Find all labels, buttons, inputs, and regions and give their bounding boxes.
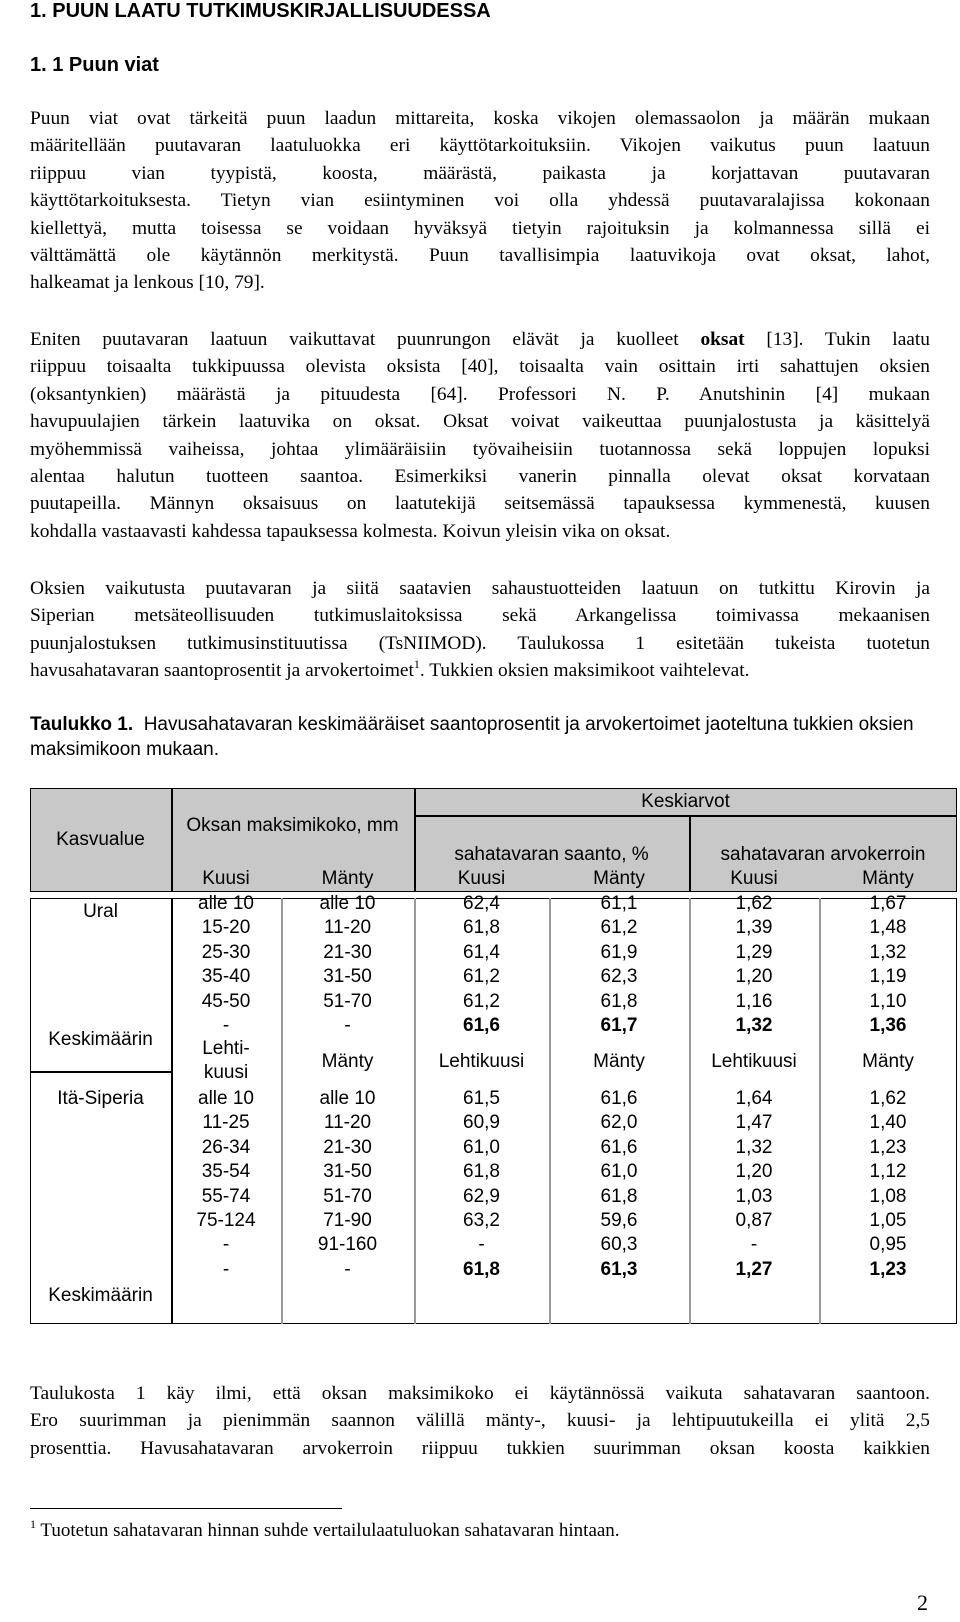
table-cell: 1,67 [869, 893, 907, 914]
table-cell: 61,7 [600, 1015, 638, 1036]
table-cell: 61,6 [463, 1015, 500, 1036]
footnote-number: 1 [30, 1517, 36, 1531]
species-header: Lehtikuusi [438, 1051, 525, 1072]
table-cell: 1,48 [869, 917, 907, 939]
table-cell: 25-30 [201, 941, 251, 963]
table-cell: 61,6 [600, 1088, 638, 1109]
table-cell: 60,9 [463, 1112, 500, 1134]
table-cell: 62,3 [600, 966, 638, 988]
table-cell: 61,6 [600, 1136, 638, 1158]
table-cell: 11-20 [323, 1112, 372, 1134]
text-line: halkeamat ja lenkous [10, 79]. [30, 272, 265, 294]
table-cell: - [344, 1015, 351, 1036]
text-line: kohdalla vastaavasti kahdessa tapauksessa kolmesta. Koivun yleisin vika on oksat. [30, 520, 671, 542]
table-cell: 21-30 [323, 941, 372, 963]
table-cell: 1,03 [735, 1185, 773, 1207]
species-header: Lehtikuusi [711, 1051, 797, 1072]
header-averages: Keskiarvot [641, 791, 730, 812]
header-value: sahatavaran arvokerroin [720, 844, 926, 865]
table-cell: 61,8 [463, 1161, 500, 1183]
text-line: Eniten puutavaran laatuun vaikuttavat puunrungon elävät ja kuolleet oksat [13]. Tukin laatu [30, 329, 930, 350]
table-cell: 61,2 [463, 966, 500, 988]
footnote [30, 1517, 620, 1542]
text-line: Ero suurimman ja pienimmän saannon välillä mänty-, kuusi- ja lehtipuutukeilla ei ylitä 2,5 [30, 1410, 930, 1432]
section-heading: 1. 1 Puun viat [30, 54, 159, 76]
text-line: välttämättä ole käytännön merkitystä. Puun tavallisimpia laatuvikoja ovat oksat, lahot, [30, 245, 930, 267]
text-line: Puun viat ovat tärkeitä puun laadun mittareita, koska vikojen olemassaolon ja määrän mukaan [30, 108, 930, 129]
species-header: kuusi [203, 1062, 249, 1083]
table-cell: 60,3 [600, 1234, 638, 1256]
species-header: Mänty [862, 868, 914, 889]
table-cell: 1,62 [869, 1088, 907, 1109]
table-cell: - [222, 1015, 230, 1036]
species-header: Mänty [593, 1051, 645, 1072]
table-cell: 31-50 [323, 966, 372, 988]
paragraph-1 [30, 105, 930, 297]
table-cell: 1,20 [735, 966, 773, 988]
table-cell: 61,1 [600, 893, 638, 914]
text-line: kiellettyä, mutta toisessa se voidaan hyväksyä tietyin rajoituksin ja kolmannessa sillä ei [30, 217, 930, 239]
region-siberia-average: Keskimäärin [48, 1285, 153, 1306]
table-cell: 1,08 [869, 1185, 907, 1207]
table-cell: 1,39 [735, 917, 773, 939]
table-cell: 51-70 [323, 990, 372, 1012]
text-line: puutapeilla. Männyn oksaisuus on laatutekijä seitsemässä tapauksessa kymmenestä, kuusen [30, 493, 930, 515]
table-cell: - [750, 1234, 758, 1256]
table-cell: 1,05 [869, 1210, 907, 1231]
table-cell: 1,40 [869, 1112, 907, 1134]
region-ural-average: Keskimäärin [48, 1029, 153, 1050]
table-cell: 11-25 [202, 1112, 250, 1134]
table-cell: 71-90 [323, 1210, 372, 1231]
table-cell: 1,16 [735, 990, 773, 1012]
table-cell: 1,62 [735, 893, 773, 914]
table-cell: 61,4 [463, 941, 500, 963]
text-line: (oksantynkien) määrästä ja pituudesta [64]. Professori N. P. Anutshinin [4] mukaan [30, 383, 930, 405]
table-cell: - [222, 1258, 230, 1280]
species-header: Kuusi [730, 868, 778, 889]
table-cell: 11-20 [323, 917, 372, 939]
table-cell: - [222, 1234, 230, 1256]
text-line: myöhemmissä vaiheissa, johtaa ylimääräisiin työvaiheisiin tuotannossa sekä loppujen lopuksi [30, 438, 930, 460]
chapter-heading: 1. PUUN LAATU TUTKIMUSKIRJALLISUUDESSA [30, 0, 491, 22]
text-line: riippuu toisaalta tukkipuussa olevista oksista [40], toisaalta vain osittain irti sahattujen oksien [30, 356, 930, 378]
text-line: havusahatavaran saantoprosentit ja arvokertoimet$^1$. Tukkien oksien maksimikoot vaihtelevat. [30, 657, 750, 682]
table-cell: 1,10 [869, 990, 907, 1012]
table-cell: 51-70 [323, 1185, 372, 1207]
table-cell: 61,3 [600, 1258, 638, 1280]
text-line: riippuu vian tyypistä, koosta, määrästä, paikasta ja korjattavan puutavaran [30, 162, 930, 184]
table-cell: alle 10 [319, 1088, 376, 1109]
species-header: Mänty [593, 868, 645, 889]
species-header: Mänty [321, 868, 374, 889]
table-cell: 1,32 [735, 1136, 773, 1158]
table-cell: 1,12 [869, 1161, 907, 1183]
table-cell: 61,9 [600, 941, 638, 963]
text-line: puunjalostuksen tutkimusinstituutissa (TsNIIMOD). Taulukossa 1 esitetään tukeista tuotetun [30, 632, 930, 654]
table-cell: - [344, 1258, 351, 1280]
paragraph-4 [30, 1380, 930, 1462]
table-cell: 63,2 [463, 1210, 500, 1231]
table-cell: 1,36 [869, 1015, 907, 1036]
caption-label: Taulukko 1. [30, 714, 134, 735]
bold-term: oksat [700, 329, 745, 350]
text-line: havupuulajien tärkein laatuvika on oksat. Oksat voivat vaikeuttaa puunjalostusta ja käsittelyä [30, 411, 930, 433]
page-number: 2 [917, 1590, 928, 1615]
table-cell: 61,2 [600, 917, 638, 939]
table-cell: 75-124 [196, 1210, 256, 1231]
table-cell: 26-34 [201, 1136, 251, 1158]
header-region: Kasvualue [56, 829, 145, 850]
species-header: Mänty [862, 1051, 914, 1072]
table-cell: 62,4 [463, 893, 500, 914]
text-line: alentaa halutun tuotteen saantoa. Esimerkiksi vanerin pinnalla olevat oksat korvataan [30, 466, 930, 488]
table-cell: 62,0 [600, 1112, 638, 1134]
text-line: määritellään puutavaran laatuluokka eri käyttötarkoituksiin. Vikojen vaikutus puun laatuun [30, 135, 930, 157]
paragraph-2 [30, 326, 930, 545]
species-header: Lehti- [202, 1038, 250, 1059]
table-cell: 61,0 [463, 1136, 500, 1158]
table-cell: 1,20 [735, 1161, 773, 1183]
table-cell: 1,19 [869, 966, 907, 988]
header-knot-size: Oksan maksimikoko, mm [186, 815, 399, 836]
table-cell: 0,95 [869, 1234, 907, 1256]
table-cell: 1,32 [735, 1015, 773, 1036]
table-cell: 59,6 [600, 1210, 638, 1231]
table-cell: 62,9 [463, 1185, 500, 1207]
header-divider [414, 815, 957, 817]
table-cell: 61,8 [463, 917, 500, 939]
table-cell: 91-160 [317, 1234, 378, 1256]
region-siberia: Itä-Siperia [57, 1088, 144, 1109]
text-line: Siperian metsäteollisuuden tutkimuslaitoksissa sekä Arkangelissa toimivassa mekaanisen [30, 605, 930, 627]
table-cell: - [478, 1234, 485, 1256]
table-cell: 61,2 [463, 990, 500, 1012]
footnote-rule [30, 1508, 342, 1509]
species-header: Kuusi [202, 868, 250, 889]
table-cell: 35-54 [201, 1161, 251, 1183]
text-line: prosenttia. Havusahatavaran arvokerroin riippuu tukkien suurimman oksan koosta kaikkien [30, 1437, 930, 1459]
table-cell: 45-50 [201, 990, 251, 1012]
table-cell: 61,8 [600, 1185, 638, 1207]
table-cell: alle 10 [198, 1088, 254, 1109]
text-line: käyttötarkoituksesta. Tietyn vian esiintyminen voi olla yhdessä puutavaralajissa kokonaan [30, 190, 930, 212]
table-cell: 15-20 [201, 917, 251, 939]
text-line: Oksien vaikutusta puutavaran ja siitä saatavien sahaustuotteiden laatuun on tutkittu Kirovin ja [30, 578, 930, 599]
header-yield: sahatavaran saanto, % [454, 844, 649, 865]
table-cell: 1,27 [735, 1258, 773, 1280]
table-cell: 1,23 [869, 1136, 907, 1158]
body-divider [30, 1071, 171, 1073]
footnote-ref: 1 [413, 657, 420, 672]
table-cell: alle 10 [198, 893, 254, 914]
table-cell: 1,23 [869, 1258, 907, 1280]
table-cell: 1,29 [735, 941, 773, 963]
table-cell: alle 10 [319, 893, 376, 914]
table-cell: 61,8 [463, 1258, 500, 1280]
table-caption [30, 712, 935, 762]
table-cell: 61,0 [600, 1161, 638, 1183]
table-cell: 1,64 [735, 1088, 773, 1109]
species-header: Mänty [321, 1051, 374, 1072]
table-cell: 61,5 [463, 1088, 500, 1109]
species-header: Kuusi [457, 868, 506, 889]
table-cell: 31-50 [323, 1161, 372, 1183]
table-cell: 55-74 [201, 1185, 251, 1207]
table-cell: 1,32 [869, 941, 907, 963]
footnote-text: Tuotetun sahatavaran hinnan suhde vertailulaatuluokan sahatavaran hintaan. [40, 1520, 620, 1541]
caption-text: Havusahatavaran keskimääräiset saantoprosentit ja arvokertoimet jaoteltuna tukkien oksien maksimikoon mukaan. [30, 714, 914, 760]
table-cell: 35-40 [201, 966, 251, 988]
region-ural: Ural [83, 901, 118, 922]
text-line: Taulukosta 1 käy ilmi, että oksan maksimikoko ei käytännössä vaikuta sahatavaran saantoon. [30, 1383, 930, 1404]
paragraph-3 [30, 575, 930, 685]
table-cell: 21-30 [323, 1136, 372, 1158]
table-cell: 0,87 [735, 1210, 773, 1231]
table-cell: 61,8 [600, 990, 638, 1012]
table-cell: 1,47 [735, 1112, 773, 1134]
